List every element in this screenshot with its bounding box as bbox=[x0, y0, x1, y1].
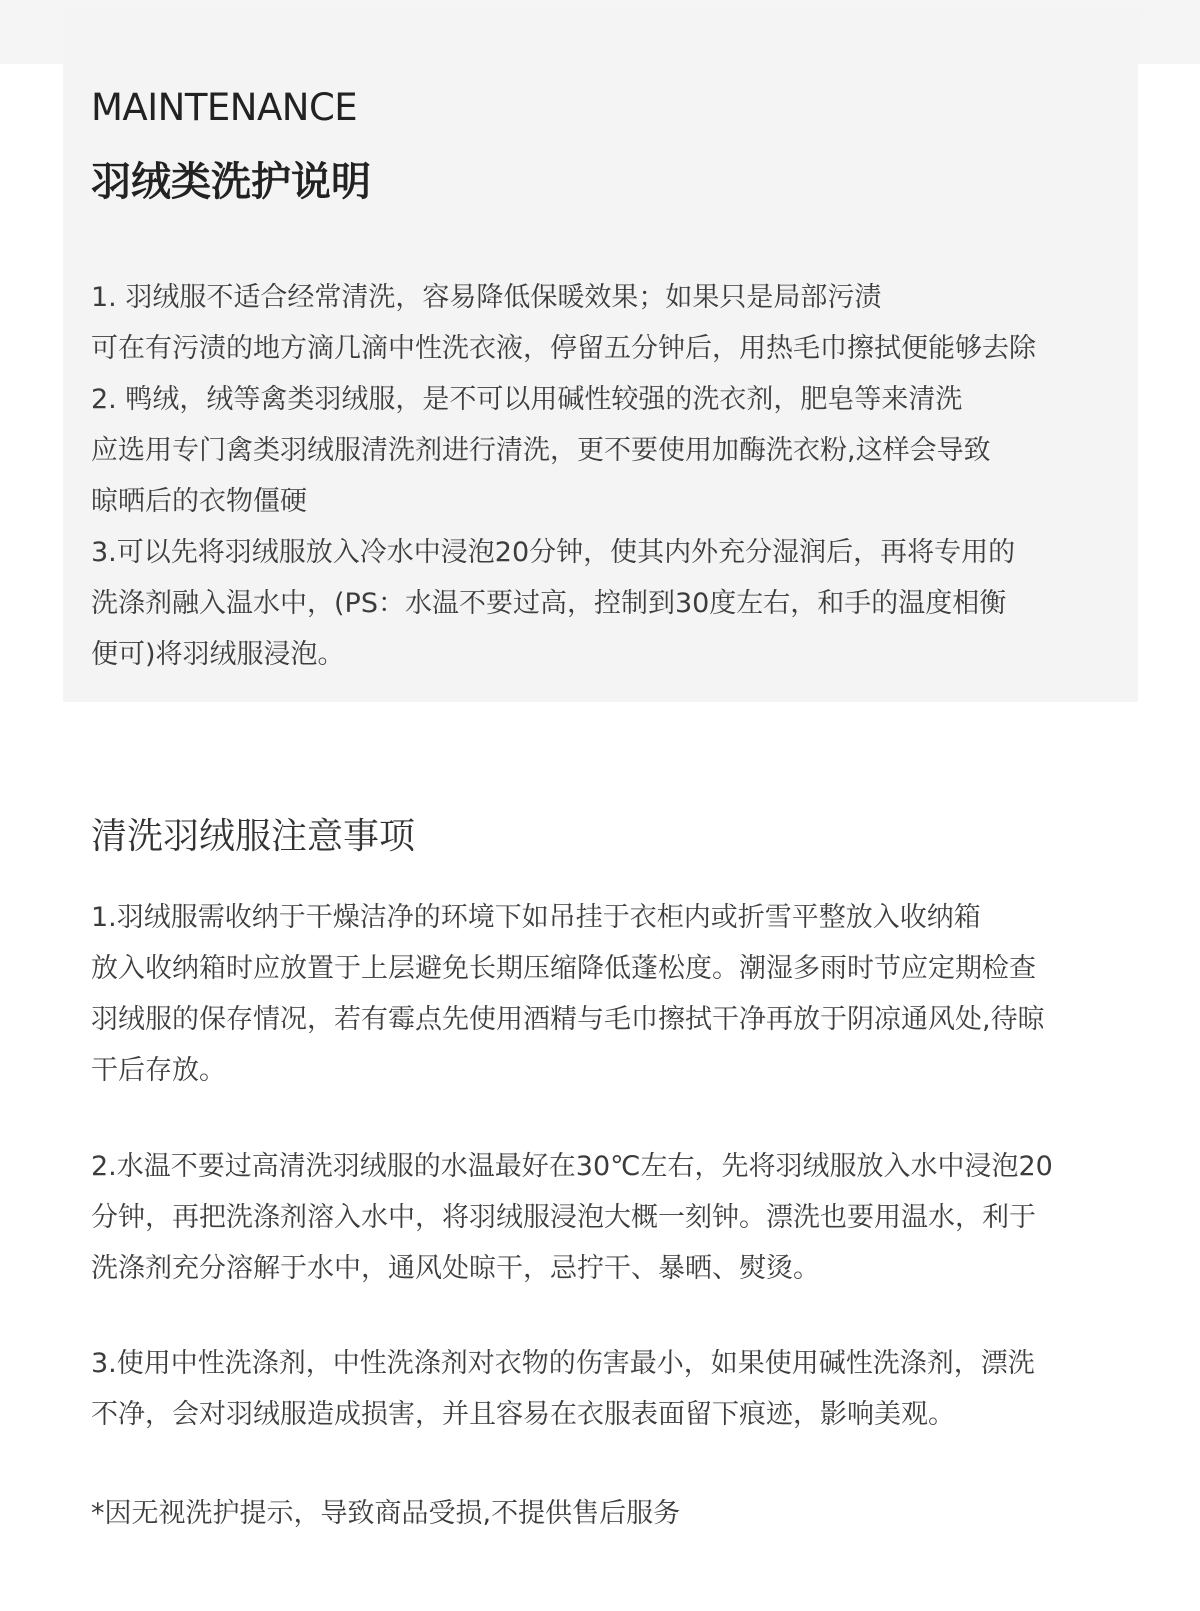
precaution-line: 分钟，再把洗涤剂溶入水中，将羽绒服浸泡大概一刻钟。漂洗也要用温水，利于 bbox=[91, 1202, 1036, 1233]
care-line: 洗涤剂融入温水中，(PS：水温不要过高，控制到30度左右，和手的温度相衡 bbox=[91, 588, 1007, 619]
precaution-item-2 bbox=[91, 1141, 1053, 1294]
precaution-line: 不净，会对羽绒服造成损害，并且容易在衣服表面留下痕迹，影响美观。 bbox=[91, 1399, 955, 1430]
care-line: 1. 羽绒服不适合经常清洗，容易降低保暖效果；如果只是局部污渍 bbox=[91, 282, 882, 313]
maintenance-eyebrow: MAINTENANCE bbox=[91, 86, 358, 129]
precaution-item-3 bbox=[91, 1338, 1035, 1440]
precaution-item-1 bbox=[91, 892, 1045, 1096]
care-line: 便可)将羽绒服浸泡。 bbox=[91, 639, 345, 670]
care-line: 3.可以先将羽绒服放入冷水中浸泡20分钟，使其内外充分湿润后，再将专用的 bbox=[91, 537, 1016, 568]
care-title: 羽绒类洗护说明 bbox=[91, 159, 371, 205]
care-line: 晾晒后的衣物僵硬 bbox=[91, 486, 307, 517]
care-instructions bbox=[91, 272, 1036, 680]
care-line: 应选用专门禽类羽绒服清洗剂进行清洗，更不要使用加酶洗衣粉,这样会导致 bbox=[91, 435, 991, 466]
precautions-title: 清洗羽绒服注意事项 bbox=[91, 816, 416, 857]
after-sales-footnote: *因无视洗护提示，导致商品受损,不提供售后服务 bbox=[91, 1498, 681, 1529]
precaution-line: 1.羽绒服需收纳于干燥洁净的环境下如吊挂于衣柜内或折雪平整放入收纳箱 bbox=[91, 902, 981, 933]
precaution-line: 干后存放。 bbox=[91, 1055, 226, 1086]
precaution-line: 2.水温不要过高清洗羽绒服的水温最好在30℃左右，先将羽绒服放入水中浸泡20 bbox=[91, 1151, 1053, 1182]
care-line: 2. 鸭绒，绒等禽类羽绒服，是不可以用碱性较强的洗衣剂，肥皂等来清洗 bbox=[91, 384, 963, 415]
precaution-line: 羽绒服的保存情况，若有霉点先使用酒精与毛巾擦拭干净再放于阴凉通风处,待晾 bbox=[91, 1004, 1045, 1035]
precaution-line: 洗涤剂充分溶解于水中，通风处晾干，忌拧干、暴晒、熨烫。 bbox=[91, 1253, 820, 1284]
precaution-line: 放入收纳箱时应放置于上层避免长期压缩降低蓬松度。潮湿多雨时节应定期检查 bbox=[91, 953, 1036, 984]
precaution-line: 3.使用中性洗涤剂，中性洗涤剂对衣物的伤害最小，如果使用碱性洗涤剂，漂洗 bbox=[91, 1348, 1035, 1379]
care-line: 可在有污渍的地方滴几滴中性洗衣液，停留五分钟后，用热毛巾擦拭便能够去除 bbox=[91, 333, 1036, 364]
